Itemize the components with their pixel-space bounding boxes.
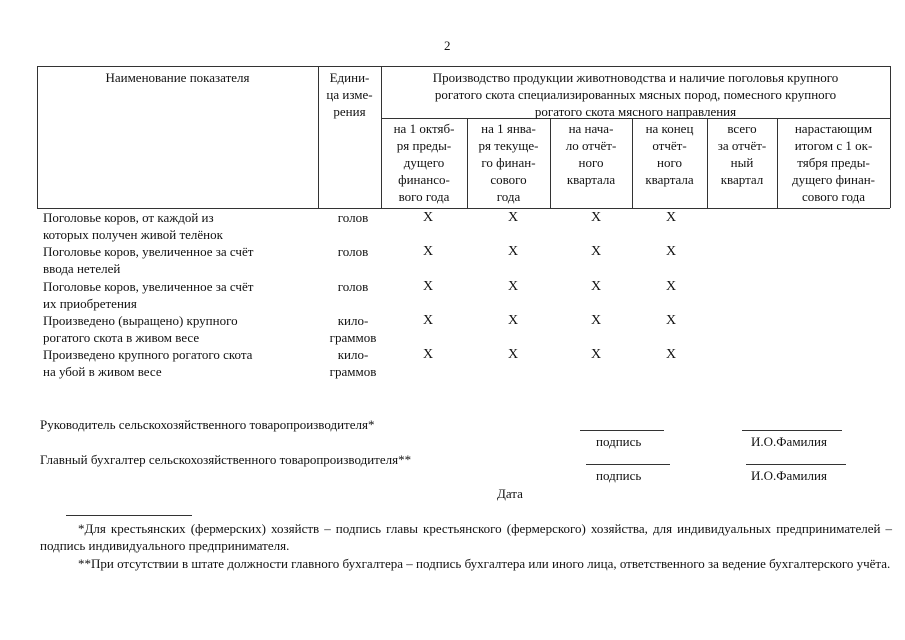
x-mark: X	[422, 279, 434, 294]
x-mark: X	[422, 313, 434, 328]
x-mark: X	[590, 210, 602, 225]
footnote-2: **При отсутствии в штате должности главного бухгалтера – подпись бухгалтера или иного лица, ответственного за ведение бухгалтерского учёта.	[78, 556, 891, 571]
footnote-1: *Для крестьянских (фермерских) хозяйств – подпись главы крестьянского (фермерского) хозяйства, для индивидуальных предпринимателей – подпись индивидуального предпринимателя.	[40, 521, 892, 553]
x-mark: X	[590, 279, 602, 294]
head-name-line[interactable]	[742, 430, 842, 431]
x-mark: X	[665, 210, 677, 225]
table-top-border	[37, 66, 890, 67]
x-mark: X	[422, 347, 434, 362]
row-label: Поголовье коров, от каждой из которых получен живой телёнок	[43, 210, 223, 242]
header-table	[37, 66, 890, 208]
date-label: Дата	[497, 486, 523, 501]
header-unit: Едини- ца изме- рения	[326, 70, 373, 119]
head-name-caption: И.О.Фамилия	[751, 434, 827, 449]
x-mark: X	[665, 244, 677, 259]
row-label: Поголовье коров, увеличенное за счёт их приобретения	[43, 279, 254, 311]
footnote-divider	[66, 515, 192, 516]
row-unit: кило- граммов	[329, 313, 377, 345]
head-signature-label: Руководитель сельскохозяйственного товаропроизводителя*	[40, 417, 375, 432]
row-unit: кило- граммов	[329, 347, 377, 379]
header-group: Производство продукции животноводства и наличие поголовья крупного рогатого скота специализированных мясных пород, помесного крупного рогатого скота мясного направления	[432, 70, 839, 119]
x-mark: X	[422, 210, 434, 225]
x-mark: X	[422, 244, 434, 259]
x-mark: X	[590, 313, 602, 328]
row-unit: голов	[337, 210, 369, 225]
x-mark: X	[590, 244, 602, 259]
page-number: 2	[444, 38, 451, 53]
subheader-oct1-prev: на 1 октяб- ря преды- дущего финансо- вого года	[393, 121, 455, 204]
subheader-jan1-current: на 1 янва- ря текуще- го финан- сового года	[478, 121, 539, 204]
row-label: Поголовье коров, увеличенное за счёт ввода нетелей	[43, 244, 254, 276]
x-mark: X	[507, 210, 519, 225]
accountant-name-line[interactable]	[746, 464, 846, 465]
x-mark: X	[507, 313, 519, 328]
subheader-cumulative: нарастающим итогом с 1 ок- тября преды- дущего финан- сового года	[791, 121, 876, 204]
head-signature-caption: подпись	[596, 434, 642, 449]
x-mark: X	[665, 347, 677, 362]
accountant-signature-caption: подпись	[596, 468, 642, 483]
x-mark: X	[665, 313, 677, 328]
subheader-quarter-total: всего за отчёт- ный квартал	[717, 121, 767, 187]
row-unit: голов	[337, 279, 369, 294]
row-label: Произведено (выращено) крупного рогатого скота в живом весе	[43, 313, 238, 345]
x-mark: X	[590, 347, 602, 362]
x-mark: X	[507, 279, 519, 294]
accountant-signature-label: Главный бухгалтер сельскохозяйственного товаропроизводителя**	[40, 452, 412, 467]
row-unit: голов	[337, 244, 369, 259]
subheader-quarter-start: на нача- ло отчёт- ного квартала	[565, 121, 617, 187]
accountant-signature-line[interactable]	[586, 464, 670, 465]
x-mark: X	[507, 347, 519, 362]
head-signature-line[interactable]	[580, 430, 664, 431]
x-mark: X	[507, 244, 519, 259]
accountant-name-caption: И.О.Фамилия	[751, 468, 827, 483]
table-vline	[890, 66, 891, 208]
subheader-quarter-end: на конец отчёт- ного квартала	[645, 121, 694, 187]
table-vline	[37, 66, 38, 208]
x-mark: X	[665, 279, 677, 294]
row-label: Произведено крупного рогатого скота на убой в живом весе	[43, 347, 253, 379]
header-indicator-name: Наименование показателя	[105, 70, 250, 85]
